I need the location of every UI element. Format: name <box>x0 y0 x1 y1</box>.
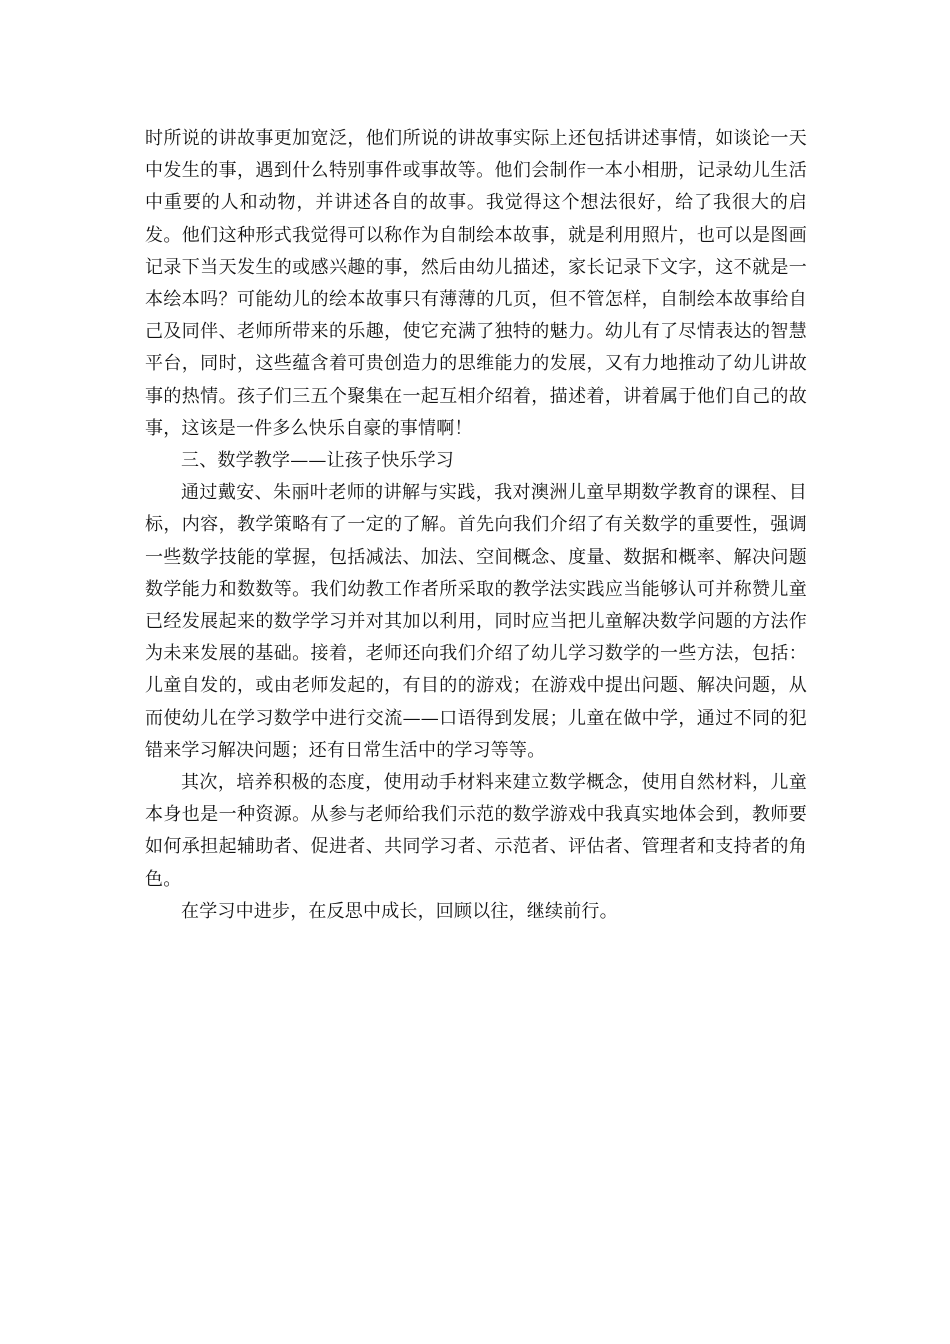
paragraph-attitude-materials: 其次，培养积极的态度，使用动手材料来建立数学概念，使用自然材料，儿童本身也是一种资源。从参与老师给我们示范的数学游戏中我真实地体会到，教师要如何承担起辅助者、促进者、共同学习者、示范者、评估者、管理者和支持者的角色。 <box>145 772 807 890</box>
paragraph-math-curriculum: 通过戴安、朱丽叶老师的讲解与实践，我对澳洲儿童早期数学教育的课程、目标，内容，教学策略有了一定的了解。首先向我们介绍了有关数学的重要性，强调一些数学技能的掌握，包括减法、加法、空间概念、度量、数据和概率、解决问题数学能力和数数等。我们幼教工作者所采取的教学法实践应当能够认可并称赞儿童已经发展起来的数学学习并对其加以利用，同时应当把儿童解决数学问题的方法作为未来发展的基础。接着，老师还向我们介绍了幼儿学习数学的一些方法，包括：儿童自发的，或由老师发起的，有目的的游戏；在游戏中提出问题、解决问题，从而使幼儿在学习数学中进行交流——口语得到发展；儿童在做中学，通过不同的犯错来学习解决问题；还有日常生活中的学习等等。 <box>145 482 807 761</box>
document-body <box>145 123 807 928</box>
paragraph-continued: 时所说的讲故事更加宽泛，他们所说的讲故事实际上还包括讲述事情，如谈论一天中发生的事，遇到什么特别事件或事故等。他们会制作一本小相册，记录幼儿生活中重要的人和动物，并讲述各自的故事。我觉得这个想法很好，给了我很大的启发。他们这种形式我觉得可以称作为自制绘本故事，就是利用照片，也可以是图画记录下当天发生的或感兴趣的事，然后由幼儿描述，家长记录下文字，这不就是一本绘本吗？可能幼儿的绘本故事只有薄薄的几页，但不管怎样，自制绘本故事给自己及同伴、老师所带来的乐趣，使它充满了独特的魅力。幼儿有了尽情表达的智慧平台，同时，这些蕴含着可贵创造力的思维能力的发展，又有力地推动了幼儿讲故事的热情。孩子们三五个聚集在一起互相介绍着，描述着，讲着属于他们自己的故事，这该是一件多么快乐自豪的事情啊！ <box>145 128 807 439</box>
paragraph-closing: 在学习中进步，在反思中成长，回顾以往，继续前行。 <box>181 900 618 922</box>
section-heading-math-teaching: 三、数学教学——让孩子快乐学习 <box>181 450 454 472</box>
